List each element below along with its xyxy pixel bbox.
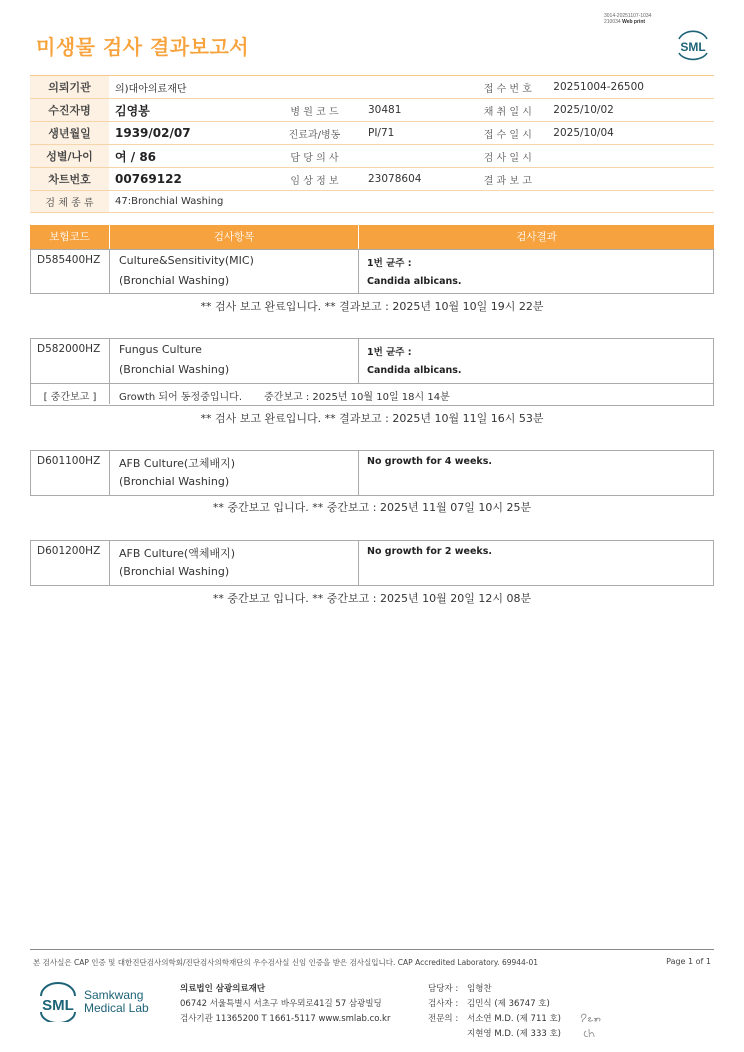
collect-date-label: 채 취 일 시	[468, 99, 547, 122]
result-organism: Candida albicans.	[367, 276, 462, 287]
sexage-value: 여 / 86	[109, 145, 267, 168]
receipt-no-label: 접 수 번 호	[468, 76, 547, 99]
brand-line2: Medical Lab	[84, 1001, 149, 1015]
dept-label: 진료과/병동	[267, 122, 362, 145]
clinical-value: 23078604	[362, 168, 468, 191]
tester-label: 검사자 :	[428, 999, 459, 1009]
sml-footer-logo-icon	[36, 982, 80, 1022]
report-value	[547, 168, 714, 191]
signature-icon	[578, 1009, 608, 1041]
dob-value: 1939/02/07	[109, 122, 267, 145]
result-blank	[359, 473, 715, 495]
doctor-value	[362, 145, 468, 168]
result-code: D601200HZ	[31, 541, 110, 563]
specialist-2: 지현영 M.D. (제 333 호)	[467, 1029, 562, 1039]
manager-label: 담당자 :	[428, 984, 459, 994]
result-item-specimen: (Bronchial Washing)	[110, 361, 359, 383]
name-value: 김영봉	[109, 99, 267, 122]
sexage-label: 성별/나이	[30, 145, 109, 168]
document-id	[604, 13, 651, 25]
result-value: No growth for 4 weeks.	[367, 456, 492, 467]
test-date-value	[547, 145, 714, 168]
page-title: 미생물 검사 결과보고서	[36, 35, 250, 59]
receipt-date-value: 2025/10/04	[547, 122, 714, 145]
brand-line1: Samkwang	[84, 988, 144, 1002]
result-code: D601100HZ	[31, 451, 110, 473]
results-header	[30, 225, 714, 249]
result-organism: Candida albicans.	[367, 365, 462, 376]
specimen-value: 47:Bronchial Washing	[109, 191, 714, 213]
result-item-specimen: (Bronchial Washing)	[110, 563, 359, 585]
interim-label: [ 중간보고 ]	[31, 384, 110, 404]
hospital-code-value: 30481	[362, 99, 468, 122]
specialist-label: 전문의 :	[428, 1014, 459, 1024]
page-number: Page 1 of 1	[666, 957, 711, 966]
chart-label: 차트번호	[30, 168, 109, 191]
result-block-3	[30, 450, 714, 496]
chart-value: 00769122	[109, 168, 267, 191]
sml-logo-icon	[674, 27, 712, 61]
specialist-1: 서소연 M.D. (제 711 호)	[467, 1014, 562, 1024]
organization-info	[180, 982, 390, 1027]
receipt-no-value: 20251004-26500	[547, 76, 714, 99]
clinical-label: 임 상 정 보	[267, 168, 362, 191]
dob-label: 생년월일	[30, 122, 109, 145]
certification-text: 본 검사실은 CAP 인증 및 대한진단검사의학회/진단검사의학재단의 우수검사실 신임 인증을 받은 검사실입니다. CAP Accredited Laboratory. 69944-01	[33, 958, 539, 967]
tester-name: 김민식 (제 36747 호)	[467, 999, 550, 1009]
result-value: 1번 균주 :	[367, 347, 412, 358]
result-code-blank	[31, 361, 110, 383]
report-note-2: ** 검사 보고 완료입니다. ** 결과보고 : 2025년 10월 11일 16시 53분	[200, 412, 544, 425]
result-item-specimen: (Bronchial Washing)	[110, 272, 359, 294]
result-block-1	[30, 249, 714, 294]
result-item: AFB Culture(고체배지)	[110, 451, 359, 473]
header-result: 검사결과	[358, 225, 714, 249]
requester-label: 의뢰기관	[30, 76, 109, 99]
name-label: 수진자명	[30, 99, 109, 122]
result-block-2	[30, 338, 714, 406]
header-item: 검사항목	[109, 225, 358, 249]
test-date-label: 검 사 일 시	[468, 145, 547, 168]
patient-info-table	[30, 75, 714, 213]
logo-text: SML	[680, 40, 706, 54]
footer-divider	[30, 949, 714, 950]
interim-text: Growth 되어 동정중입니다.	[119, 392, 243, 403]
result-blank	[359, 563, 715, 585]
result-code-blank	[31, 473, 110, 495]
report-note-4: ** 중간보고 입니다. ** 중간보고 : 2025년 10월 20일 12시 08분	[212, 592, 532, 605]
dept-value: PI/71	[362, 122, 468, 145]
result-value: No growth for 2 weeks.	[367, 546, 492, 557]
result-item: Fungus Culture	[110, 339, 359, 361]
result-code-blank	[31, 563, 110, 585]
doc-id-line1: 3014-20251107-1034	[604, 13, 652, 19]
result-code: D585400HZ	[31, 250, 110, 272]
hospital-code-label: 병 원 코 드	[267, 99, 362, 122]
result-block-4	[30, 540, 714, 586]
interim-time: 중간보고 : 2025년 10월 10일 18시 14분	[264, 392, 450, 403]
report-note-3: ** 중간보고 입니다. ** 중간보고 : 2025년 11월 07일 10시 25분	[212, 501, 532, 514]
web-print-tag: Web print	[622, 19, 646, 25]
result-code: D582000HZ	[31, 339, 110, 361]
report-label: 결 과 보 고	[468, 168, 547, 191]
result-item-specimen: (Bronchial Washing)	[110, 473, 359, 495]
org-contact: 검사기관 11365200 T 1661-5117 www.smlab.co.kr	[180, 1014, 391, 1024]
interim-report-row	[31, 383, 713, 404]
requester-value: 의)대아의료재단	[109, 76, 468, 99]
org-name: 의료법인 삼광의료재단	[180, 984, 266, 994]
header-code: 보험코드	[49, 231, 90, 243]
receipt-date-label: 접 수 일 시	[468, 122, 547, 145]
footer-brand	[84, 989, 149, 1015]
result-item: AFB Culture(액체배지)	[110, 541, 359, 563]
specimen-label: 검 체 종 류	[30, 191, 109, 213]
doctor-label: 담 당 의 사	[267, 145, 362, 168]
org-address: 06742 서울특별시 서초구 바우뫼로41길 57 삼광빌딩	[180, 999, 382, 1009]
report-note-1: ** 검사 보고 완료입니다. ** 결과보고 : 2025년 10월 10일 19시 22분	[200, 300, 544, 313]
collect-date-value: 2025/10/02	[547, 99, 714, 122]
manager-name: 임형찬	[467, 984, 492, 994]
footer-logo-text: SML	[42, 997, 74, 1014]
result-code-blank	[31, 272, 110, 294]
result-value: 1번 균주 :	[367, 258, 412, 269]
result-item: Culture&Sensitivity(MIC)	[110, 250, 359, 272]
doc-id-line2: 210034	[604, 19, 621, 25]
